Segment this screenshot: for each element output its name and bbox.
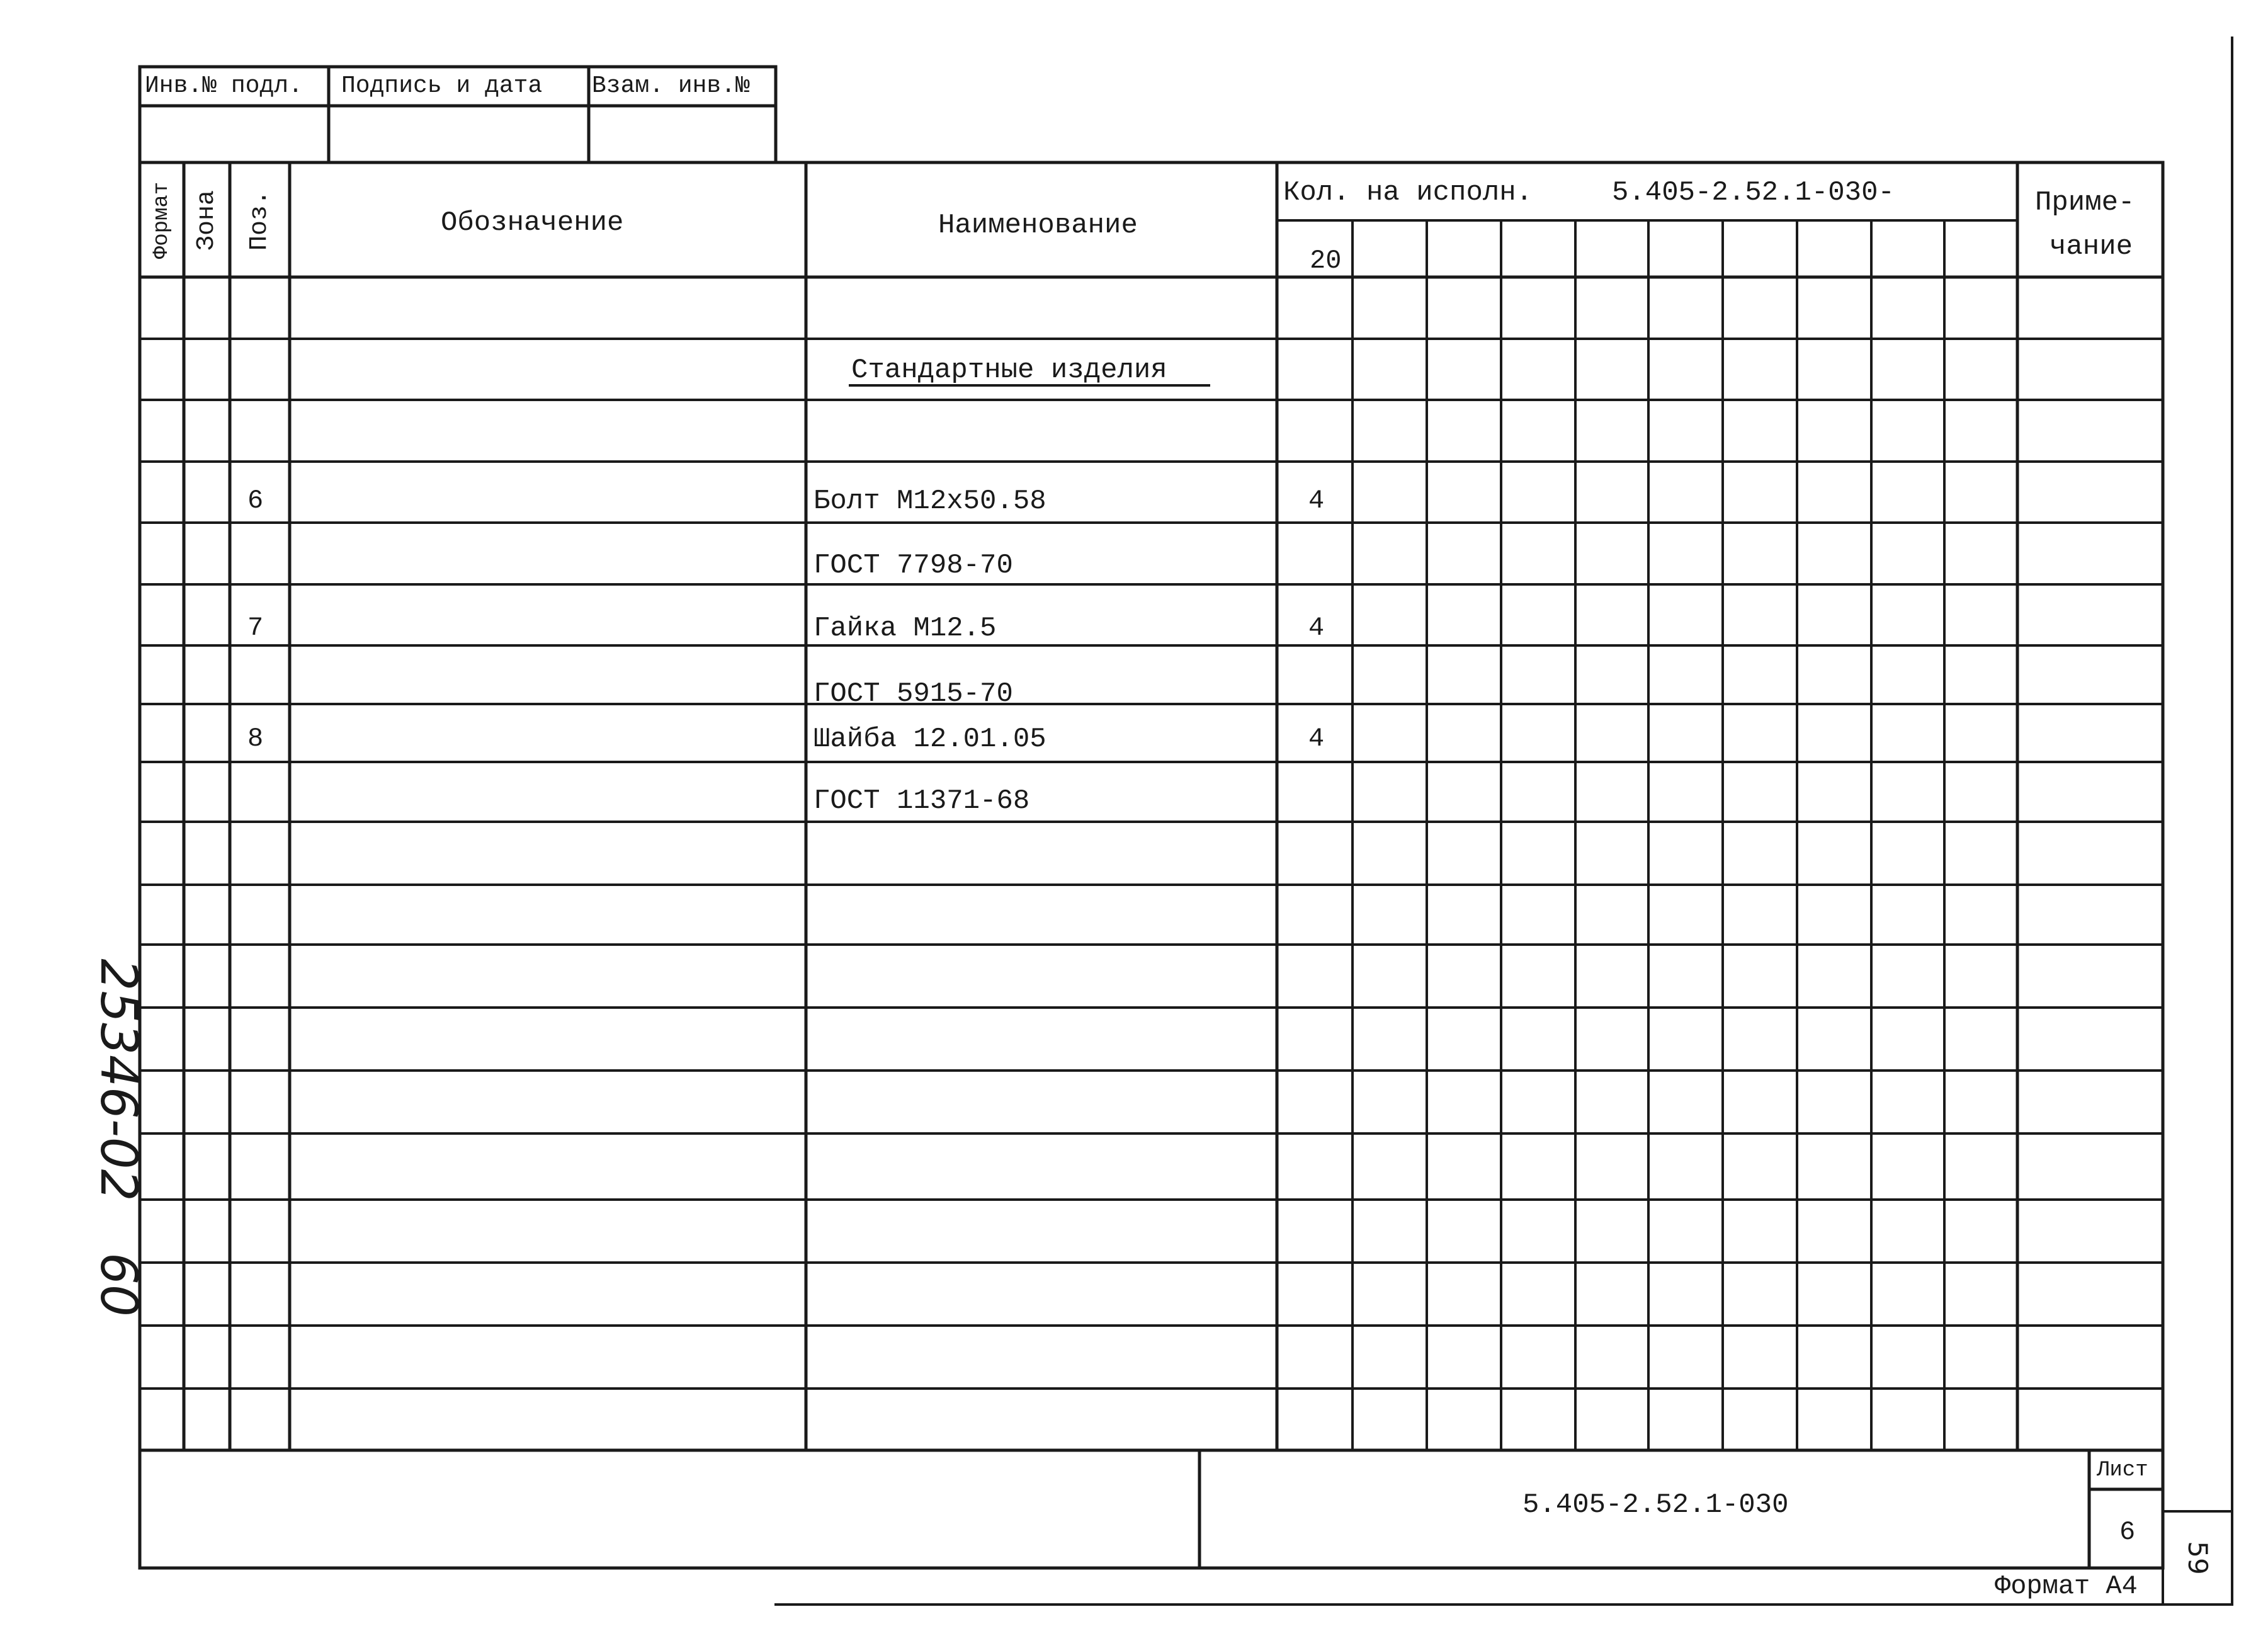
header-primechanie-2: чание — [2050, 231, 2133, 263]
table-rows — [140, 339, 2163, 1389]
title-list-number: 6 — [2119, 1517, 2136, 1547]
stamp-vzam-inv-label: Взам. инв.№ — [592, 72, 750, 99]
margin-handwritten-number: 25346-02 — [89, 958, 148, 1201]
execution-columns — [1277, 220, 2017, 1450]
row-kol: 4 — [1308, 486, 1325, 516]
row-naim: ГОСТ 7798-70 — [814, 550, 1013, 581]
margin-page-number: 59 — [2182, 1541, 2213, 1575]
stamp-podpis-data-label: Подпись и дата — [341, 72, 543, 99]
header-zona: Зона — [193, 190, 221, 251]
header-primechanie-1: Приме- — [2035, 187, 2135, 219]
row-poz: 6 — [247, 486, 264, 516]
header-ispoln-first: 20 — [1310, 246, 1342, 276]
header-naimenovanie: Наименование — [938, 210, 1138, 241]
row-naim: ГОСТ 11371-68 — [814, 785, 1030, 817]
row-poz: 8 — [247, 724, 264, 754]
stamp-inv-podl-label: Инв.№ подл. — [145, 72, 303, 99]
header-ispoln-doc: 5.405-2.52.1-030- — [1612, 177, 1895, 208]
stamp-box-lines — [140, 67, 776, 1568]
title-designation: 5.405-2.52.1-030 — [1522, 1489, 1789, 1521]
row-kol: 4 — [1308, 724, 1325, 754]
row-kol: 4 — [1308, 613, 1325, 643]
row-naim: Гайка М12.5 — [814, 613, 997, 644]
row-poz: 7 — [247, 613, 264, 643]
margin-handwritten-page: 60 — [89, 1253, 148, 1317]
header-kol-na-ispoln: Кол. на исполн. — [1283, 177, 1533, 208]
title-list-label: Лист — [2097, 1458, 2148, 1482]
header-oboznachenie: Обозначение — [441, 207, 624, 239]
row-naim: Шайба 12.01.05 — [814, 724, 1046, 755]
row-naim: Болт М12х50.58 — [814, 486, 1046, 517]
header-poz: Поз. — [246, 190, 274, 251]
section-heading: Стандартные изделия — [851, 355, 1167, 386]
title-format-label: Формат А4 — [1995, 1571, 2138, 1601]
header-format: Формат — [150, 181, 174, 259]
row-naim: ГОСТ 5915-70 — [814, 678, 1013, 710]
